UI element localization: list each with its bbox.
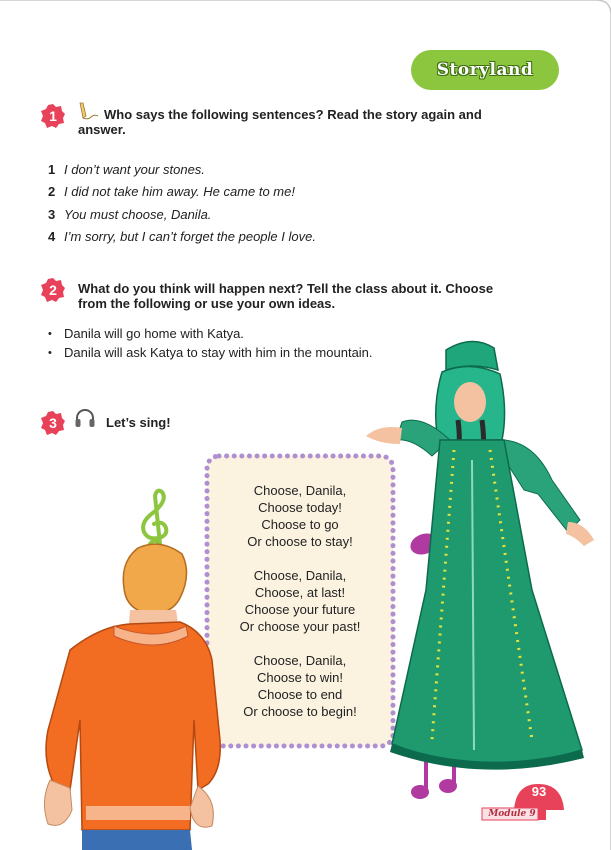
- list-item: [48, 226, 468, 249]
- item-text: I’m sorry, but I can’t forget the people I love.: [64, 229, 316, 245]
- list-item: [48, 158, 468, 181]
- lyric-line: Choose to win!: [257, 670, 343, 685]
- lyric-line: Choose, Danila,: [253, 483, 347, 498]
- storyland-badge: [411, 50, 559, 90]
- lyric-line: Choose to go: [261, 517, 339, 532]
- task-1-number-label: 1: [49, 108, 57, 124]
- task-1-title: [104, 107, 482, 122]
- task-2-title-line-2: from the following or use your own ideas.: [78, 296, 336, 311]
- lyric-line: Or choose to stay!: [247, 534, 353, 549]
- task-3-title-text: Let’s sing!: [106, 415, 171, 430]
- list-item: [48, 203, 468, 226]
- item-text: I don’t want your stones.: [64, 161, 205, 177]
- item-number: 4: [48, 229, 56, 245]
- lyric-line: Choose your future: [244, 602, 356, 617]
- lyric-line: Choose to end: [257, 687, 343, 702]
- item-number: 2: [48, 184, 56, 200]
- task-1-number: [40, 103, 66, 129]
- copper-mountain-lady-illustration: [362, 340, 602, 780]
- option-text: Danila will go home with Katya.: [64, 326, 244, 341]
- task-2-title-line-1: What do you think will happen next? Tell the class about it. Choose: [78, 281, 494, 296]
- storyland-label: Storyland: [436, 60, 534, 80]
- task-2-title: [78, 281, 493, 311]
- list-item: [48, 181, 468, 204]
- headphones-icon: [74, 408, 96, 430]
- lyric-line: Choose today!: [258, 500, 342, 515]
- bullet-icon: •: [48, 346, 52, 359]
- item-number: 1: [48, 161, 56, 177]
- module-label: Module 9: [488, 809, 536, 819]
- task-1-sentence-list: [48, 158, 468, 248]
- lyric-line: Or choose your past!: [239, 619, 361, 634]
- bullet-icon: •: [48, 327, 52, 340]
- item-number: 3: [48, 206, 56, 222]
- task-2-number-label: 2: [49, 282, 57, 298]
- task-2-number: [40, 277, 66, 303]
- task-3-number: [40, 410, 66, 436]
- lyric-line: Choose, Danila,: [253, 568, 347, 583]
- page-number: 93: [531, 784, 547, 799]
- lyric-line: Or choose to begin!: [243, 704, 357, 719]
- task-1-title-line-1: Who says the following sentences? Read the story again and: [104, 107, 482, 122]
- task-1-title-cont: [78, 122, 126, 137]
- task-3-title: [106, 415, 171, 430]
- pencil-icon: [76, 101, 100, 121]
- lyric-line: Choose, at last!: [254, 585, 346, 600]
- item-text: I did not take him away. He came to me!: [64, 184, 295, 200]
- danila-illustration: [30, 540, 225, 850]
- task-1-title-line-2: answer.: [78, 122, 126, 137]
- task-3-number-label: 3: [49, 415, 57, 431]
- item-text: You must choose, Danila.: [64, 206, 212, 222]
- option-text: Danila will ask Katya to stay with him in the mountain.: [64, 345, 373, 360]
- lyric-line: Choose, Danila,: [253, 653, 347, 668]
